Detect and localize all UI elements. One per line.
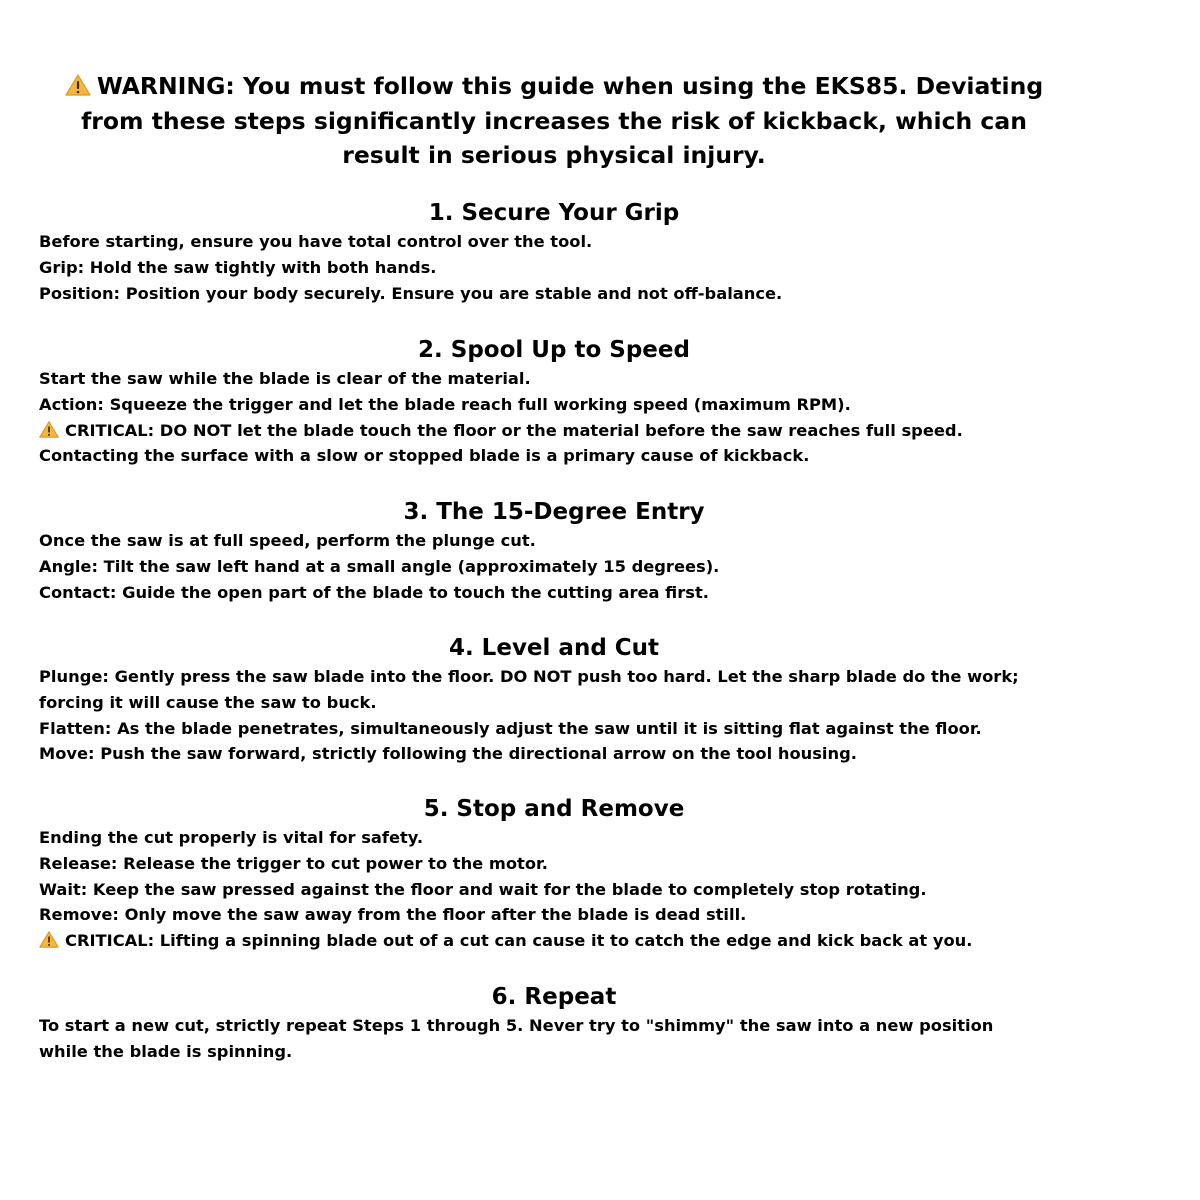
section-title: 4. Level and Cut	[448, 635, 660, 661]
section-line: Wait: Keep the saw pressed against the floor and wait for the blade to completely stop rotating.	[39, 879, 927, 899]
section-line: Grip: Hold the saw tightly with both hands.	[39, 257, 437, 277]
section-title: 1. Secure Your Grip	[428, 200, 680, 226]
section-line: Once the saw is at full speed, perform the plunge cut.	[39, 531, 536, 550]
section-title: 2. Spool Up to Speed	[418, 337, 690, 363]
section-spool-up	[39, 334, 1164, 469]
warning-banner	[40, 69, 1068, 173]
section-line: Release: Release the trigger to cut power to the motor.	[39, 853, 548, 873]
critical-text: CRITICAL: DO NOT let the blade touch the floor or the material before the saw reaches full speed.	[65, 420, 963, 440]
warning-triangle-icon	[39, 931, 59, 948]
section-title: 6. Repeat	[491, 984, 617, 1010]
critical-text: CRITICAL: Lifting a spinning blade out of a cut can cause it to catch the edge and kick back at you.	[65, 931, 973, 951]
section-line: Position: Position your body securely. Ensure you are stable and not off-balance.	[39, 283, 783, 303]
section-15-degree-entry	[39, 496, 1164, 605]
section-line: Flatten: As the blade penetrates, simultaneously adjust the saw until it is sitting flat against the floor.	[39, 718, 982, 738]
section-line: To start a new cut, strictly repeat Steps 1 through 5. Never try to "shimmy" the saw into a new position while the blade is spinning.	[39, 1016, 994, 1061]
section-line: Action: Squeeze the trigger and let the blade reach full working speed (maximum RPM).	[39, 394, 851, 414]
section-line: Before starting, ensure you have total control over the tool.	[39, 232, 593, 251]
warning-triangle-icon	[39, 421, 59, 438]
section-line: Contact: Guide the open part of the blade to touch the cutting area first.	[39, 582, 709, 602]
section-line: Ending the cut properly is vital for safety.	[39, 828, 424, 847]
section-line: Remove: Only move the saw away from the floor after the blade is dead still.	[39, 905, 747, 925]
section-secure-grip	[39, 197, 1164, 306]
section-line: Move: Push the saw forward, strictly following the directional arrow on the tool housing.	[39, 744, 857, 764]
warning-text: WARNING: You must follow this guide when using the EKS85. Deviating from these steps significantly increases the risk of kickback, which can result in serious physical injury.	[81, 72, 1044, 169]
critical-line	[39, 418, 1164, 444]
section-line: Contacting the surface with a slow or stopped blade is a primary cause of kickback.	[39, 446, 810, 466]
section-line: Plunge: Gently press the saw blade into the floor. DO NOT push too hard. Let the sharp blade do the work; forcing it will cause the saw to buck.	[39, 667, 1019, 712]
section-title: 5. Stop and Remove	[423, 796, 685, 822]
warning-triangle-icon	[65, 74, 91, 96]
section-repeat	[39, 981, 1164, 1065]
section-line: Start the saw while the blade is clear of the material.	[39, 369, 531, 388]
section-stop-and-remove	[39, 793, 1164, 954]
section-level-and-cut	[39, 632, 1164, 767]
section-line: Angle: Tilt the saw left hand at a small angle (approximately 15 degrees).	[39, 556, 720, 576]
critical-line	[39, 928, 1164, 954]
section-title: 3. The 15-Degree Entry	[403, 499, 705, 525]
